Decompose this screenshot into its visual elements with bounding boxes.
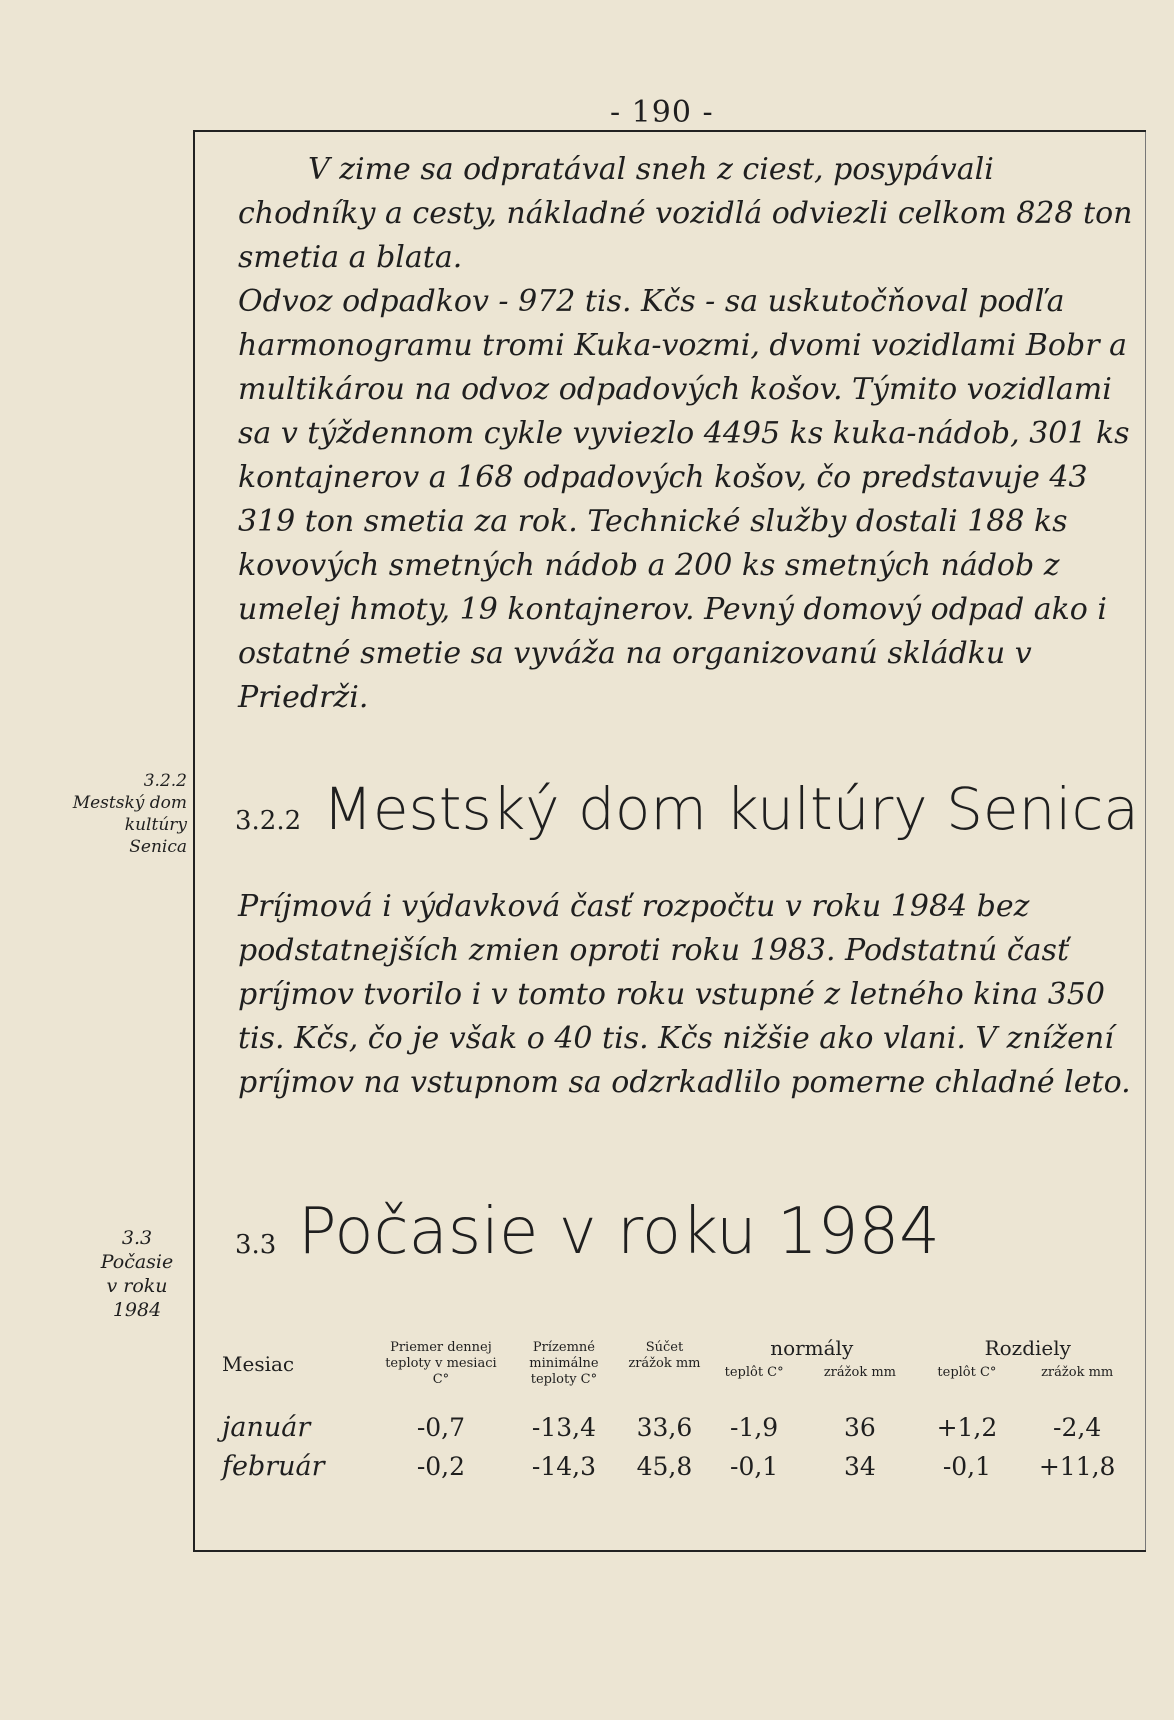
table-row bbox=[218, 1388, 1138, 1447]
cell-avg-temp: -0,2 bbox=[416, 1452, 466, 1481]
cell-month: január bbox=[222, 1412, 311, 1443]
header-diff-precip: zrážok mm bbox=[1041, 1365, 1114, 1381]
paragraph-culture-house: Príjmová i výdavková časť rozpočtu v roku 1984 bez podstatnejších zmien oproti roku 1983. Podstatnú časť príjmov tvorilo i v tomto roku vstupné z letného kina 350 tis. Kčs, čo je však o 40 tis. Kčs nižšie ako vlani. V znížení príjmov na vstupnom sa odzrkadlilo pomerne chladné leto. bbox=[238, 889, 1131, 1100]
section-number: 3.3 bbox=[235, 1230, 277, 1260]
cell-min-temp: -14,3 bbox=[531, 1452, 596, 1481]
cell-diff-temp: -0,1 bbox=[942, 1452, 992, 1481]
table-row bbox=[218, 1447, 1138, 1486]
header-precip-sum: Súčet zrážok mm bbox=[628, 1340, 701, 1371]
header-month: Mesiac bbox=[222, 1352, 295, 1376]
cell-normal-precip: 34 bbox=[844, 1452, 876, 1481]
cell-precip: 45,8 bbox=[636, 1452, 693, 1481]
section-title: Mestský dom kultúry Senica bbox=[322, 775, 1139, 843]
cell-diff-temp: +1,2 bbox=[936, 1413, 998, 1442]
header-normal-temp: teplôt C° bbox=[724, 1365, 784, 1381]
table-header-row bbox=[218, 1340, 1138, 1365]
cell-normal-temp: -0,1 bbox=[730, 1452, 779, 1481]
margin-note-line: 3.2.2 bbox=[143, 771, 187, 791]
cell-min-temp: -13,4 bbox=[531, 1413, 596, 1442]
margin-note-line: 3.3 bbox=[121, 1227, 153, 1249]
cell-diff-precip: +11,8 bbox=[1038, 1452, 1116, 1481]
header-diff-temp: teplôt C° bbox=[937, 1365, 997, 1381]
margin-note-line: Počasie bbox=[100, 1251, 174, 1273]
paragraph-waste-removal: Odvoz odpadkov - 972 tis. Kčs - sa uskutočňoval podľa harmonogramu tromi Kuka-vozmi, dvomi vozidlami Bobr a multikárou na odvoz odpadových košov. Týmito vozidlami sa v týždennom cykle vyviezlo 4495 ks kuka-nádob, 301 ks kontajnerov a 168 odpadových košov, čo predstavuje 43 319 ton smetia za rok. Technické služby dostali 188 ks kovových smetných nádob a 200 ks smetných nádob z umelej hmoty, 19 kontajnerov. Pevný domový odpad ako i ostatné smetie sa vyváža na organizovanú skládku v Priedrži. bbox=[238, 284, 1130, 715]
cell-avg-temp: -0,7 bbox=[416, 1413, 466, 1442]
cell-normal-precip: 36 bbox=[844, 1413, 876, 1442]
header-normals-group: normály bbox=[770, 1336, 854, 1360]
header-ground-min-temp: Prízemné minimálne teploty C° bbox=[529, 1340, 599, 1387]
paragraph-winter bbox=[238, 148, 1138, 280]
section-heading-33 bbox=[235, 1195, 1135, 1269]
section-heading-322 bbox=[235, 775, 1139, 843]
cell-diff-precip: -2,4 bbox=[1053, 1413, 1102, 1442]
cell-month: február bbox=[222, 1451, 325, 1482]
paragraph-winter-text: V zime sa odpratával sneh z ciest, posypávali chodníky a cesty, nákladné vozidlá odviezli celkom 828 ton smetia a blata. bbox=[238, 152, 1133, 275]
margin-note-line: v roku bbox=[106, 1275, 168, 1297]
weather-table bbox=[218, 1336, 1138, 1486]
page-number: - 190 - bbox=[610, 95, 714, 130]
header-diff-group: Rozdiely bbox=[984, 1336, 1071, 1360]
margin-note-line: Mestský dom bbox=[72, 793, 187, 813]
header-avg-daily-temp: Priemer dennej teploty v mesiaci C° bbox=[385, 1340, 497, 1387]
cell-normal-temp: -1,9 bbox=[730, 1413, 779, 1442]
cell-precip: 33,6 bbox=[636, 1413, 693, 1442]
section-title: Počasie v roku 1984 bbox=[298, 1195, 940, 1269]
header-normal-precip: zrážok mm bbox=[823, 1365, 896, 1381]
margin-note-section-322 bbox=[62, 770, 187, 858]
margin-note-line: kultúry Senica bbox=[124, 815, 187, 857]
margin-note-line: 1984 bbox=[112, 1299, 162, 1321]
section-number: 3.2.2 bbox=[235, 806, 302, 836]
margin-note-section-33 bbox=[82, 1226, 192, 1322]
